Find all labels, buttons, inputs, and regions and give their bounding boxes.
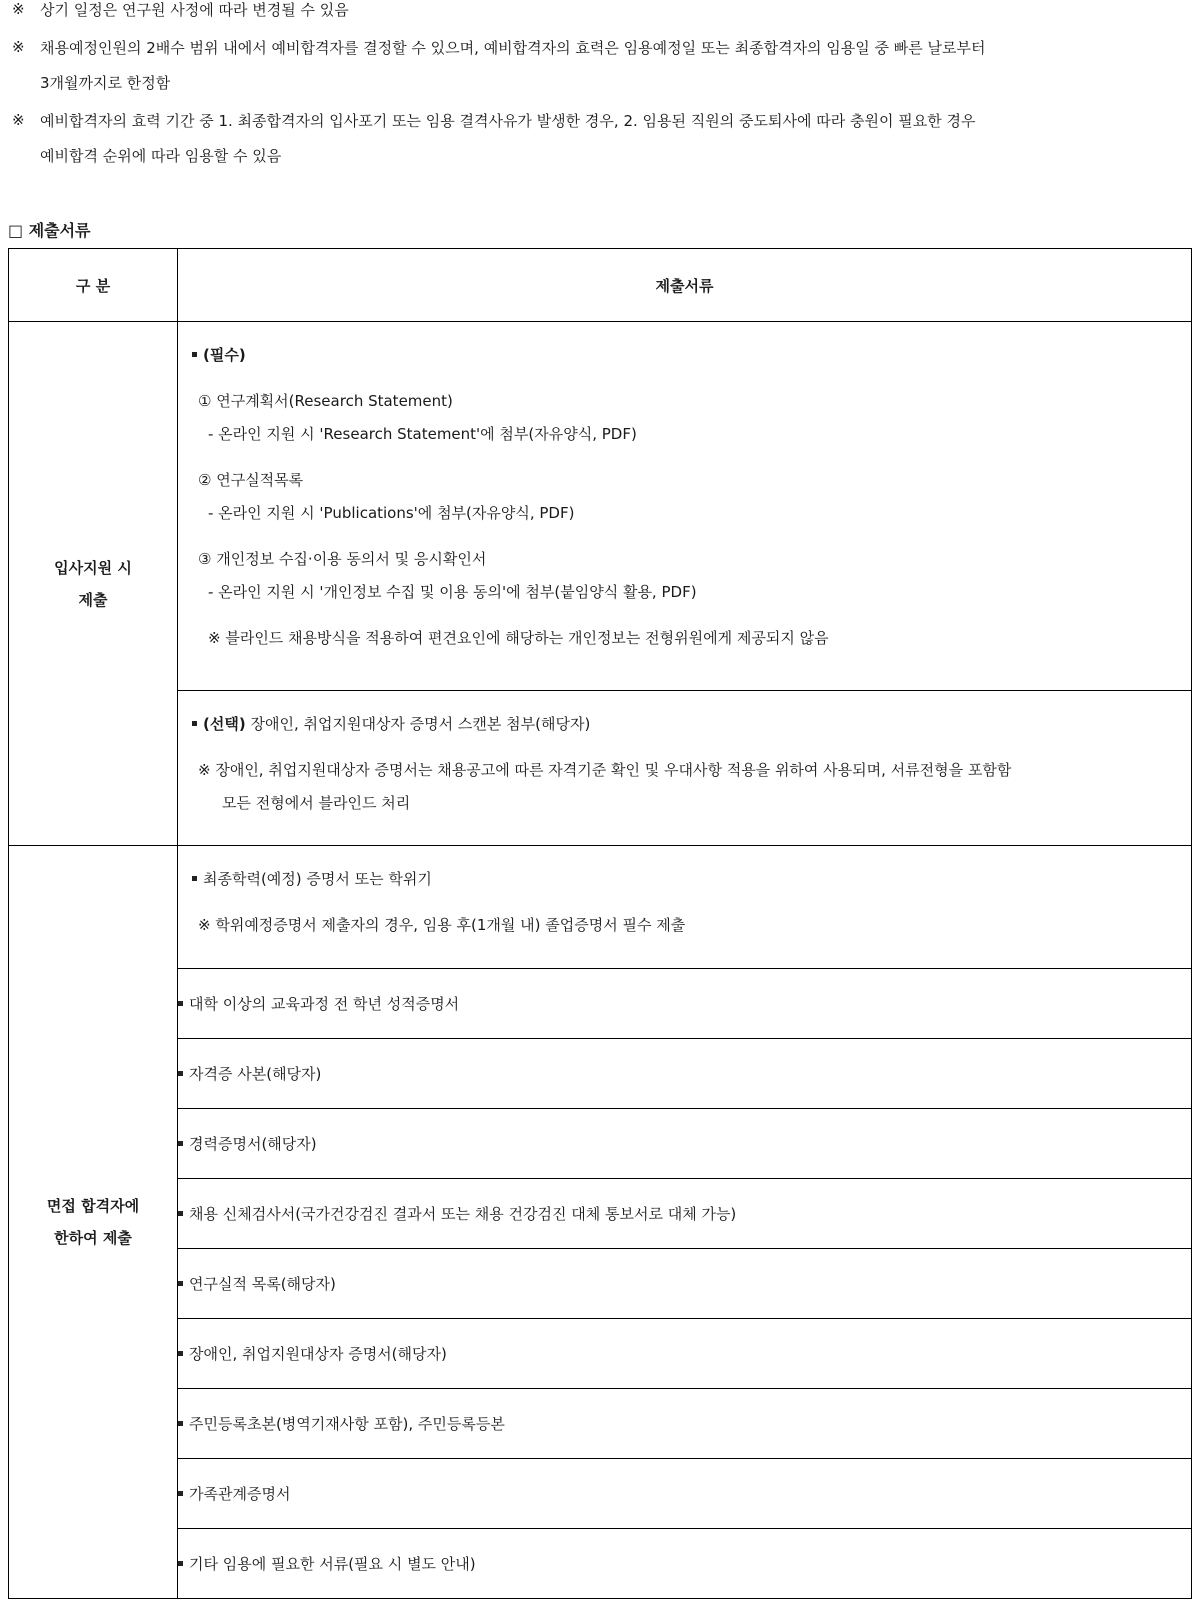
note-mark: ※ xyxy=(12,111,25,129)
bullet-icon xyxy=(178,1561,183,1566)
note-line: 상기 일정은 연구원 사정에 따라 변경될 수 있음 xyxy=(40,1,349,19)
document-item: 경력증명서(해당자) xyxy=(189,1135,317,1153)
bullet-icon xyxy=(178,1001,183,1006)
document-item: 장애인, 취업지원대상자 증명서(해당자) xyxy=(189,1345,447,1363)
note-schedule-change xyxy=(12,0,349,35)
table-header-row xyxy=(9,249,1192,322)
category-label: 한하여 제출 xyxy=(54,1229,132,1247)
document-item: 연구실적 목록(해당자) xyxy=(189,1275,336,1293)
bullet-icon xyxy=(178,1281,183,1286)
bullet-icon xyxy=(178,1491,183,1496)
note-mark: ※ xyxy=(12,38,25,56)
bullet-icon xyxy=(192,876,197,881)
category-application xyxy=(9,322,178,846)
table-row xyxy=(9,1319,1192,1389)
bullet-icon xyxy=(178,1141,183,1146)
section-title: □ 제출서류 xyxy=(8,221,91,240)
table-row xyxy=(9,1109,1192,1179)
degree-note: ※ 학위예정증명서 제출자의 경우, 임용 후(1개월 내) 졸업증명서 필수 제출 xyxy=(198,916,686,934)
header-category: 구 분 xyxy=(9,249,178,322)
bullet-icon xyxy=(178,1351,183,1356)
note-reserve-appointment xyxy=(12,111,975,181)
note-mark: ※ xyxy=(12,0,25,18)
required-item-2-title: ② 연구실적목록 xyxy=(198,471,304,489)
required-tag: (필수) xyxy=(203,346,246,364)
note-line: 채용예정인원의 2배수 범위 내에서 예비합격자를 결정할 수 있으며, 예비합격자의 효력은 임용예정일 또는 최종합격자의 임용일 중 빠른 날로부터 xyxy=(40,39,986,57)
category-label: 입사지원 시 xyxy=(54,558,132,577)
bullet-icon xyxy=(192,721,197,726)
optional-documents-cell xyxy=(178,691,1192,846)
note-line: 예비합격자의 효력 기간 중 1. 최종합격자의 입사포기 또는 임용 결격사유가 발생한 경우, 2. 임용된 직원의 중도퇴사에 따라 충원이 필요한 경우 xyxy=(40,112,976,130)
table-row xyxy=(9,1179,1192,1249)
document-item: 자격증 사본(해당자) xyxy=(189,1065,322,1083)
required-item-2-detail: - 온라인 지원 시 'Publications'에 첨부(자유양식, PDF) xyxy=(208,504,575,522)
header-documents: 제출서류 xyxy=(178,249,1192,322)
note-line: 예비합격 순위에 따라 임용할 수 있음 xyxy=(40,147,282,165)
document-item: 채용 신체검사서(국가건강검진 결과서 또는 채용 건강검진 대체 통보서로 대체 가능) xyxy=(189,1205,737,1223)
optional-tag: (선택) xyxy=(203,715,246,733)
bullet-icon xyxy=(178,1071,183,1076)
table-row xyxy=(9,322,1192,691)
optional-text: 장애인, 취업지원대상자 증명서 스캔본 첨부(해당자) xyxy=(245,715,591,733)
documents-table xyxy=(8,248,1192,1599)
blind-note: ※ 블라인드 채용방식을 적용하여 편견요인에 해당하는 개인정보는 전형위원에게 제공되지 않음 xyxy=(208,629,829,647)
required-item-1-detail: - 온라인 지원 시 'Research Statement'에 첨부(자유양식, PDF) xyxy=(208,425,637,443)
bullet-icon xyxy=(192,352,197,357)
table-row xyxy=(9,846,1192,969)
note-reserve-candidates xyxy=(12,38,986,108)
required-item-3-title: ③ 개인정보 수집·이용 동의서 및 응시확인서 xyxy=(198,550,487,568)
category-label: 제출 xyxy=(78,590,108,609)
note-line: 3개월까지로 한정함 xyxy=(40,74,171,92)
category-interview xyxy=(9,846,178,1599)
table-row xyxy=(9,1389,1192,1459)
table-row xyxy=(9,969,1192,1039)
degree-text: 최종학력(예정) 증명서 또는 학위기 xyxy=(203,870,432,888)
bullet-icon xyxy=(178,1421,183,1426)
table-row xyxy=(9,1039,1192,1109)
document-item: 주민등록초본(병역기재사항 포함), 주민등록등본 xyxy=(189,1415,505,1433)
document-item: 대학 이상의 교육과정 전 학년 성적증명서 xyxy=(189,995,460,1013)
table-row xyxy=(9,1529,1192,1599)
category-label: 면접 합격자에 xyxy=(46,1197,140,1215)
table-row xyxy=(9,1459,1192,1529)
degree-cell xyxy=(178,846,1192,969)
required-item-1-title: ① 연구계획서(Research Statement) xyxy=(198,392,453,410)
optional-note-line: 모든 전형에서 블라인드 처리 xyxy=(222,794,411,812)
optional-note-line: ※ 장애인, 취업지원대상자 증명서는 채용공고에 따른 자격기준 확인 및 우대사항 적용을 위하여 사용되며, 서류전형을 포함함 xyxy=(198,761,1012,779)
table-row xyxy=(9,1249,1192,1319)
required-documents-cell xyxy=(178,322,1192,691)
document-item: 가족관계증명서 xyxy=(189,1485,291,1503)
document-item: 기타 임용에 필요한 서류(필요 시 별도 안내) xyxy=(189,1555,476,1573)
bullet-icon xyxy=(178,1211,183,1216)
required-item-3-detail: - 온라인 지원 시 '개인정보 수집 및 이용 동의'에 첨부(붙임양식 활용, PDF) xyxy=(208,583,697,601)
table-row xyxy=(9,691,1192,846)
